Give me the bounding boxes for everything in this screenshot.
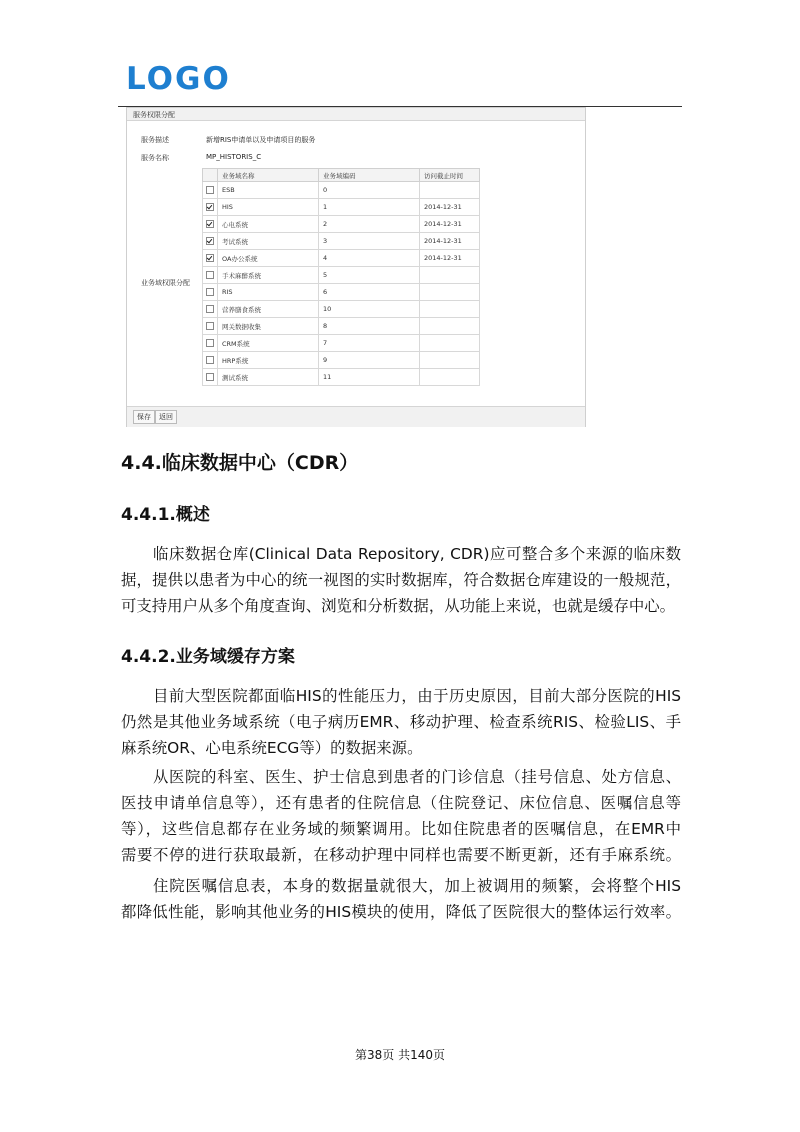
table-row <box>203 182 480 199</box>
domain-code-cell: 3 <box>319 233 420 250</box>
row-checkbox[interactable] <box>206 237 214 245</box>
paragraph-line: 仍然是其他业务域系统（电子病历EMR、移动护理、检查系统RIS、检验LIS、手 <box>121 713 681 731</box>
domain-code-cell: 4 <box>319 250 420 267</box>
row-checkbox-cell <box>203 182 218 199</box>
paragraph-line: 医技申请单信息等），还有患者的住院信息（住院登记、床位信息、医嘱信息等 <box>121 794 681 812</box>
save-button[interactable]: 保存 <box>133 410 155 424</box>
domain-permission-label: 业务域权限分配 <box>141 279 190 287</box>
row-checkbox-cell <box>203 335 218 352</box>
row-checkbox[interactable] <box>206 288 214 296</box>
paragraph-line: 等），这些信息都存在业务域的频繁调用。比如住院患者的医嘱信息，在EMR中 <box>121 820 681 838</box>
deadline-cell <box>420 369 480 386</box>
deadline-cell: 2014-12-31 <box>420 199 480 216</box>
domain-name-cell: RIS <box>218 284 319 301</box>
table-row <box>203 318 480 335</box>
paragraph-line: 据，提供以患者为中心的统一视图的实时数据库，符合数据仓库建设的一般规范， <box>121 571 681 589</box>
domain-name-cell: 网关数据收集 <box>218 318 319 335</box>
domain-code-cell: 8 <box>319 318 420 335</box>
domain-name-cell: ESB <box>218 182 319 199</box>
page-number: 第38页 共140页 <box>355 1048 445 1062</box>
paragraph-line: 需要不停的进行获取最新，在移动护理中同样也需要不断更新，还有手麻系统。 <box>121 846 681 864</box>
service-name-value: MP_HISTORIS_C <box>206 153 262 161</box>
paragraph-line: 可支持用户从多个角度查询、浏览和分析数据，从功能上来说，也就是缓存中心。 <box>121 597 676 615</box>
domain-name-cell: OA办公系统 <box>218 250 319 267</box>
column-header: 访问截止时间 <box>420 169 480 182</box>
logo: LOGO <box>126 61 231 97</box>
row-checkbox[interactable] <box>206 220 214 228</box>
deadline-cell: 2014-12-31 <box>420 250 480 267</box>
row-checkbox[interactable] <box>206 203 214 211</box>
subsection-heading-cache: 4.4.2.业务域缓存方案 <box>121 647 295 667</box>
row-checkbox-cell <box>203 233 218 250</box>
domain-name-cell: 测试系统 <box>218 369 319 386</box>
deadline-cell <box>420 335 480 352</box>
row-checkbox[interactable] <box>206 339 214 347</box>
domain-code-cell: 9 <box>319 352 420 369</box>
service-name-label: 服务名称 <box>141 154 169 162</box>
section-heading-cdr: 4.4.临床数据中心（CDR） <box>121 452 359 474</box>
domain-code-cell: 2 <box>319 216 420 233</box>
button-bar <box>127 406 585 427</box>
table-row <box>203 284 480 301</box>
column-header: 业务域名称 <box>218 169 319 182</box>
row-checkbox[interactable] <box>206 322 214 330</box>
panel-title: 服务权限分配 <box>133 111 175 119</box>
domain-name-cell: HRP系统 <box>218 352 319 369</box>
deadline-cell <box>420 301 480 318</box>
service-desc-value: 新增RIS申请单以及申请项目的服务 <box>206 136 316 144</box>
service-permission-screenshot <box>126 107 586 427</box>
domain-name-cell: 心电系统 <box>218 216 319 233</box>
column-header: 业务域编码 <box>319 169 420 182</box>
row-checkbox[interactable] <box>206 356 214 364</box>
deadline-cell <box>420 352 480 369</box>
deadline-cell: 2014-12-31 <box>420 233 480 250</box>
row-checkbox-cell <box>203 352 218 369</box>
domain-code-cell: 0 <box>319 182 420 199</box>
row-checkbox-cell <box>203 267 218 284</box>
row-checkbox[interactable] <box>206 305 214 313</box>
row-checkbox-cell <box>203 199 218 216</box>
domain-name-cell: HIS <box>218 199 319 216</box>
table-row <box>203 335 480 352</box>
row-checkbox[interactable] <box>206 186 214 194</box>
table-row <box>203 369 480 386</box>
table-row <box>203 250 480 267</box>
row-checkbox-cell <box>203 216 218 233</box>
deadline-cell <box>420 318 480 335</box>
table-row <box>203 233 480 250</box>
panel-title-bar <box>127 108 585 121</box>
domain-code-cell: 11 <box>319 369 420 386</box>
domain-name-cell: CRM系统 <box>218 335 319 352</box>
deadline-cell <box>420 182 480 199</box>
paragraph-line: 从医院的科室、医生、护士信息到患者的门诊信息（挂号信息、处方信息、 <box>153 768 681 786</box>
deadline-cell <box>420 267 480 284</box>
paragraph-line: 住院医嘱信息表，本身的数据量就很大，加上被调用的频繁，会将整个HIS <box>153 877 681 895</box>
domain-code-cell: 7 <box>319 335 420 352</box>
domain-name-cell: 营养膳食系统 <box>218 301 319 318</box>
table-row <box>203 267 480 284</box>
row-checkbox[interactable] <box>206 373 214 381</box>
back-button[interactable]: 返回 <box>155 410 177 424</box>
paragraph-line: 临床数据仓库(Clinical Data Repository, CDR)应可整合多个来源的临床数 <box>153 545 681 563</box>
paragraph-line: 都降低性能，影响其他业务的HIS模块的使用，降低了医院很大的整体运行效率。 <box>121 903 681 921</box>
domain-table <box>202 168 480 386</box>
service-desc-label: 服务描述 <box>141 136 169 144</box>
domain-code-cell: 1 <box>319 199 420 216</box>
domain-name-cell: 考试系统 <box>218 233 319 250</box>
row-checkbox-cell <box>203 369 218 386</box>
header-checkbox-cell <box>203 169 218 182</box>
row-checkbox-cell <box>203 318 218 335</box>
row-checkbox-cell <box>203 250 218 267</box>
subsection-heading-overview: 4.4.1.概述 <box>121 505 210 525</box>
table-row <box>203 352 480 369</box>
table-row <box>203 216 480 233</box>
domain-name-cell: 手术麻醉系统 <box>218 267 319 284</box>
paragraph-line: 麻系统OR、心电系统ECG等）的数据来源。 <box>121 739 423 757</box>
row-checkbox-cell <box>203 301 218 318</box>
table-row <box>203 199 480 216</box>
domain-code-cell: 10 <box>319 301 420 318</box>
row-checkbox-cell <box>203 284 218 301</box>
domain-code-cell: 5 <box>319 267 420 284</box>
deadline-cell <box>420 284 480 301</box>
row-checkbox[interactable] <box>206 254 214 262</box>
domain-code-cell: 6 <box>319 284 420 301</box>
paragraph-line: 目前大型医院都面临HIS的性能压力，由于历史原因，目前大部分医院的HIS <box>153 687 681 705</box>
deadline-cell: 2014-12-31 <box>420 216 480 233</box>
row-checkbox[interactable] <box>206 271 214 279</box>
table-row <box>203 301 480 318</box>
